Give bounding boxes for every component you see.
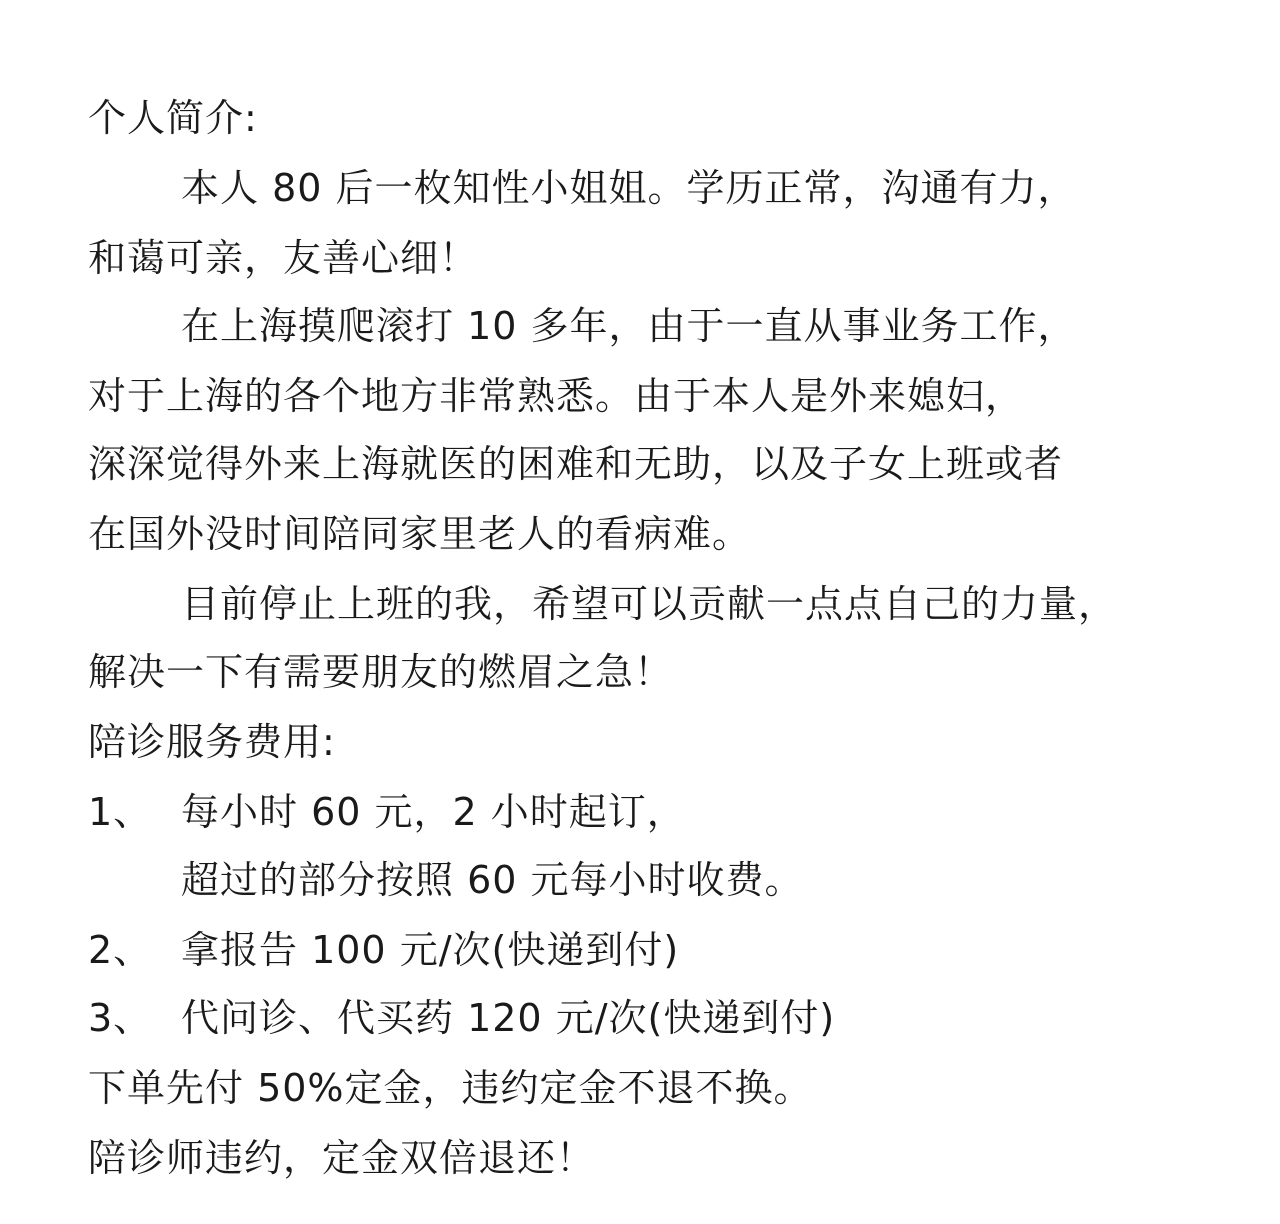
intro-paragraph-2-line-1: 在上海摸爬滚打 10 多年，由于一直从事业务工作， [181,304,1077,348]
fee-item-1-line-2: 超过的部分按照 60 元每小时收费。 [181,858,804,902]
fee-item-2-number: 2、 [88,928,153,972]
fee-item-2 [88,920,679,980]
fee-item-1-number: 1、 [88,790,153,834]
intro-paragraph-2-line-2: 对于上海的各个地方非常熟悉。由于本人是外来媳妇， [88,374,1025,418]
intro-paragraph-2-line-4: 在国外没时间陪同家里老人的看病难。 [88,512,752,556]
fee-item-2-text: 拿报告 100 元/次(快递到付) [181,928,680,972]
fee-item-3-text: 代问诊、代买药 120 元/次(快递到付) [181,996,836,1040]
intro-paragraph-2-line-3: 深深觉得外来上海就医的困难和无助，以及子女上班或者 [88,442,1064,486]
intro-paragraph-1-line-1: 本人 80 后一枚知性小姐姐。学历正常，沟通有力， [181,166,1077,210]
deposit-policy: 下单先付 50%定金，违约定金不退不换。 [88,1066,813,1110]
intro-paragraph-3-line-2: 解决一下有需要朋友的燃眉之急！ [88,650,674,694]
intro-paragraph-3-line-1: 目前停止上班的我，希望可以贡献一点点自己的力量， [181,582,1118,626]
fees-heading: 陪诊服务费用: [88,720,336,764]
intro-heading: 个人简介: [88,96,258,140]
fee-item-1-text: 每小时 60 元，2 小时起订， [181,790,686,834]
fee-item-3-number: 3、 [88,996,153,1040]
fee-item-1 [88,782,686,842]
intro-paragraph-1-line-2: 和蔼可亲，友善心细！ [88,236,479,280]
refund-policy: 陪诊师违约，定金双倍退还！ [88,1136,596,1180]
fee-item-3 [88,988,835,1048]
